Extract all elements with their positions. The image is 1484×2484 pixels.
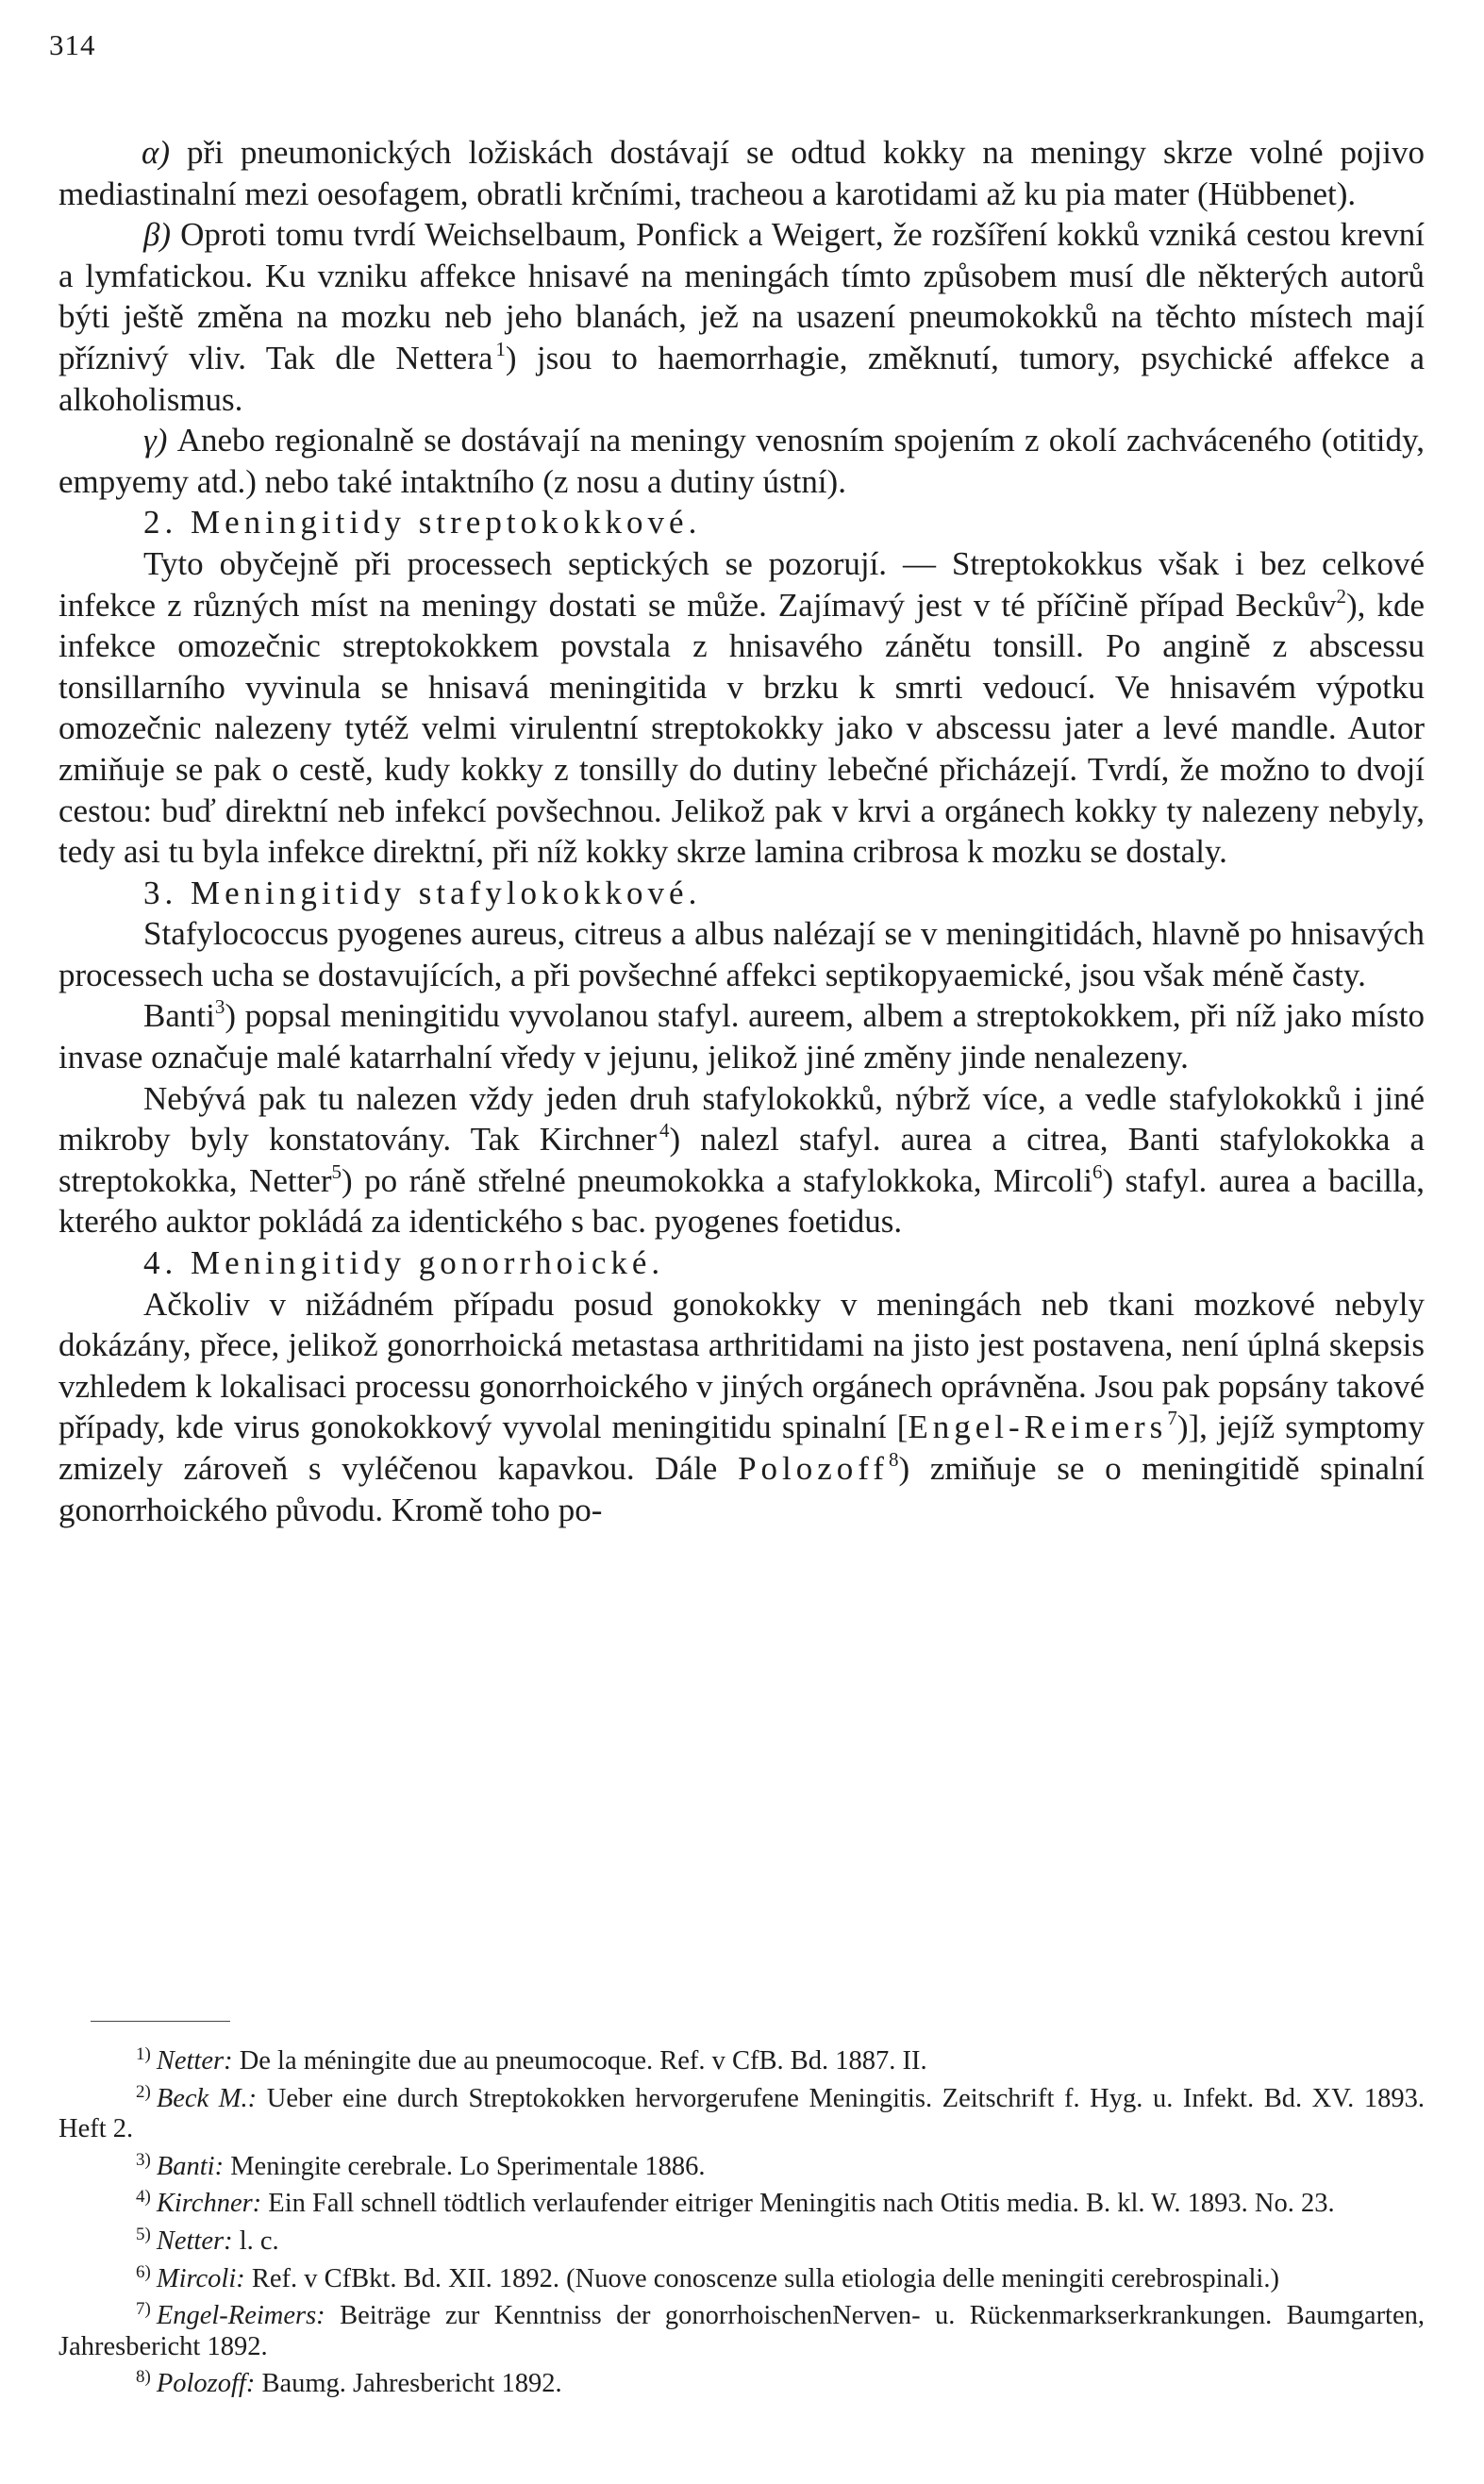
section-heading-gonorrhoeal: 4. Meningitidy gonorrhoické.: [143, 1244, 665, 1282]
page-number: 314: [49, 28, 96, 61]
footnote: $^{4)}$ Kirchner: Ein Fall schnell tödtlich verlaufender eitriger Meningitis nach Otitis media. B. kl. W. 1893. No. 23.: [136, 2187, 1335, 2219]
section-heading-staphylococcal: 3. Meningitidy stafylokokkové.: [143, 874, 702, 911]
paragraph-alpha: [58, 132, 1425, 214]
author-name: Polozoff: [738, 1450, 889, 1487]
footnote-ref: 1: [495, 337, 506, 360]
alpha-label: α): [142, 134, 171, 171]
paragraph-staphylococcus: Stafylococcus pyogenes aureus, citreus a albus nalézají se v meningitidách, hlavně po hnisavých processech ucha se dostavujících, a při povšechné affekci septikopyaemické, jsou však méně časty.: [58, 915, 1425, 993]
paragraph-streptococcal: Tyto obyčejně při processech septických se pozorují. — Streptokokkus však i bez celkové infekce z různých míst na meningy dostati se může. Zajímavý jest v té příčině případ Beckův$^2$), kde infekce omozečnic streptokokkem povstala z hnisavého zánětu tonsill. Po angině z abscessu tonsillarního vyvinula se hnisavá meningitida v brzku k smrti vedoucí. Ve hnisavém výpotku omozečnic nalezeny tytéž velmi virulentní streptokokky jako v abscessu jater a levé mandle. Autor zmiňuje se pak o cestě, kudy kokky z tonsilly do dutiny lebečné přicházejí. Tvrdí, že možno to dvojí cestou: buď direktní neb infekcí povšechnou. Jelikož pak v krvi a orgánech kokky ty nalezeny nebyly, tedy asi tu byla infekce direktní, při níž kokky skrze lamina cribrosa k mozku se dostaly.: [58, 544, 1425, 871]
footnote: $^{7)}$ Engel-Reimers: Beiträge zur Kenntniss der gonorrhoischenNerven- u. Rückenmarkserkrankungen. Baumgarten, Jahresbericht 1892.: [58, 2299, 1425, 2361]
paragraph-mixed-flora: Nebývá pak tu nalezen vždy jeden druh stafylokokků, nýbrž více, a vedle stafylokokků i jiné mikroby byly konstatovány. Tak Kirchner $^4$) nalezl stafyl. aurea a citrea, Banti stafylokokka a streptokokka, Netter$^5$) po ráně střelné pneumokokka a stafylokkoka, Mircoli$^6$) stafyl. aurea a bacilla, kterého auktor pokládá za identického s bac. pyogenes foetidus.: [58, 1079, 1426, 1241]
footnote-ref: 4: [659, 1119, 670, 1142]
footnote: $^{8)}$ Polozoff: Baumg. Jahresbericht 1892.: [136, 2367, 562, 2399]
footnote: $^{1)}$ Netter: De la méningite due au pneumocoque. Ref. v CfB. Bd. 1887. II.: [136, 2044, 927, 2076]
footnote-ref: 7: [1167, 1407, 1177, 1430]
beta-text: Oproti tomu tvrdí Weichselbaum, Ponfick a Weigert, že rozšíření kokků vzniká cestou krevní a lymfatickou. Ku vzniku affekce hnisavé na meningách tímto způsobem musí dle některých autorů býti ještě změna na mozku neb jeho blanách, jež na usazení pneumokokků na těchto místech mají příznivý vliv. Tak dle Nettera: [58, 216, 1425, 376]
footnote-divider: [91, 2021, 230, 2022]
footnotes: [58, 2040, 1425, 2400]
footnote-ref: 6: [1092, 1159, 1103, 1183]
footnote-ref: 8: [888, 1448, 899, 1471]
author-name: Engel-Reimers: [908, 1409, 1168, 1446]
footnote: $^{6)}$ Mircoli: Ref. v CfBkt. Bd. XII. 1892. (Nuove conoscenze sulla etiologia delle meningiti cerebrospinali.): [136, 2261, 1279, 2293]
section-heading-streptococcal: 2. Meningitidy streptokokkové.: [143, 504, 702, 542]
gamma-label: γ): [143, 422, 168, 459]
paragraph-banti: Banti$^3$) popsal meningitidu vyvolanou stafyl. aureem, albem a streptokokkem, při níž jako místo invase označuje malé katarrhalní vředy v jejunu, jelikož jiné změny jinde nenalezeny.: [58, 995, 1425, 1076]
footnote-ref: 3: [214, 995, 225, 1019]
footnote: $^{5)}$ Netter: l. c.: [136, 2224, 279, 2256]
main-text: [58, 132, 1425, 1530]
gamma-text: Anebo regionalně se dostávají na meningy venosním spojením z okolí zachváceného (otitidy, empyemy atd.) nebo také intaktního (z nosu a dutiny ústní).: [58, 422, 1425, 500]
paragraph-beta: β) Oproti tomu tvrdí Weichselbaum, Ponfick a Weigert, že rozšíření kokků vzniká cestou krevní a lymfatickou. Ku vzniku affekce hnisavé na meningách tímto způsobem musí dle některých autorů býti ještě změna na mozku neb jeho blanách, jež na usazení pneumokokků na těchto místech mají příznivý vliv. Tak dle Nettera $^1$) jsou to haemorrhagie, změknutí, tumory, psychické affekce a alkoholismus.: [58, 216, 1425, 418]
footnote-ref: 2: [1336, 584, 1346, 608]
alpha-text: při pneumonických ložiskách dostávají se odtud kokky na meningy skrze volné pojivo mediastinalní mezi oesofagem, obratli krčními, tracheou a karotidami až ku pia mater (Hübbenet).: [58, 134, 1426, 212]
paragraph-gamma: [58, 420, 1425, 502]
footnote-ref: 5: [331, 1159, 342, 1183]
paragraph-gonorrhoeal: Ačkoliv v nižádném případu posud gonokokky v meningách neb tkani mozkové nebyly dokázány, přece, jelikož gonorrhoická metastasa arthritidami na jisto jest postavena, není úplná skepsis vzhledem k lokalisaci processu gonorrhoického v jiných orgánech oprávněna. Jsou pak popsány takové případy, kde virus gonokokkový vyvolal meningitidu spinalní [Engel-Reimers$^7$)], jejíž symptomy zmizely zároveň s vyléčenou kapavkou. Dále Polozoff$^8$) zmiňuje se o meningitidě spinalní gonorrhoického původu. Kromě toho po-: [58, 1285, 1426, 1528]
footnote: $^{3)}$ Banti: Meningite cerebrale. Lo Sperimentale 1886.: [136, 2149, 706, 2181]
footnote: $^{2)}$ Beck M.: Ueber eine durch Streptokokken hervorgerufene Meningitis. Zeitschrift f. Hyg. u. Infekt. Bd. XV. 1893. Heft 2.: [58, 2081, 1425, 2144]
beta-label: β): [143, 216, 172, 254]
